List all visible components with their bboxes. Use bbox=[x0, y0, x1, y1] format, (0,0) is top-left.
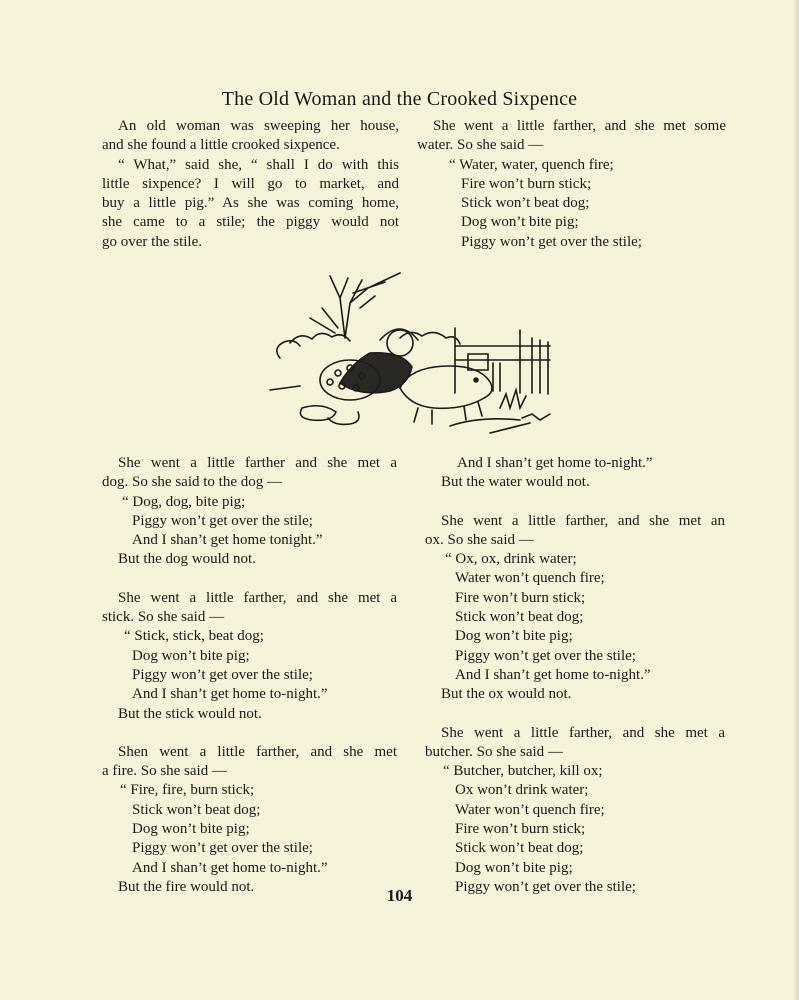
page-number: 104 bbox=[386, 886, 413, 905]
verse-line: Piggy won’t get over the stile; bbox=[461, 233, 642, 250]
verse-line: Dog won’t bite pig; bbox=[132, 647, 250, 664]
verse-line: Piggy won’t get over the stile; bbox=[455, 878, 636, 895]
bottom-left-column bbox=[102, 454, 397, 897]
text-line: But the ox would not. bbox=[441, 686, 572, 703]
verse-line: Dog won’t bite pig; bbox=[455, 628, 573, 645]
verse-line: Dog won’t bite pig; bbox=[461, 214, 579, 231]
verse-line: Piggy won’t get over the stile; bbox=[455, 647, 636, 664]
verse-line: Stick won’t beat dog; bbox=[455, 840, 584, 857]
text-line: She went a little farther, and she met some bbox=[433, 118, 726, 134]
verse-line: Piggy won’t get over the stile; bbox=[132, 840, 313, 857]
verse-line: “ Butcher, butcher, kill ox; bbox=[443, 763, 603, 780]
text-line: she came to a stile; the piggy would not bbox=[102, 214, 399, 231]
text-line: stick. So she said — bbox=[102, 609, 225, 626]
verse-line: Stick won’t beat dog; bbox=[132, 801, 261, 818]
verse-line: Fire won’t burn stick; bbox=[455, 589, 586, 606]
verse-line: “ Fire, fire, burn stick; bbox=[120, 782, 255, 799]
verse-line: And I shan’t get home to-night.” bbox=[132, 859, 328, 876]
text-line: “ What,” said she, “ shall I do with this bbox=[118, 156, 399, 173]
verse-line: Dog won’t bite pig; bbox=[132, 821, 250, 838]
text-line: She went a little farther, and she met an bbox=[441, 512, 725, 529]
text-line: She went a little farther, and she met a bbox=[118, 589, 397, 606]
top-left-column bbox=[102, 117, 399, 252]
text-line: Shen went a little farther, and she met bbox=[118, 743, 397, 760]
text-line: But the stick would not. bbox=[118, 705, 262, 722]
verse-line: Stick won’t beat dog; bbox=[455, 609, 584, 626]
verse-line: Water won’t quench fire; bbox=[455, 570, 605, 587]
text-line: ox. So she said — bbox=[425, 531, 534, 548]
verse-line: “ Stick, stick, beat dog; bbox=[124, 628, 264, 645]
verse-line: Piggy won’t get over the stile; bbox=[132, 666, 313, 683]
bottom-right-column bbox=[425, 454, 725, 897]
page-edge-shadow bbox=[793, 0, 799, 1000]
top-right-column bbox=[417, 117, 726, 252]
verse-line: And I shan’t get home tonight.” bbox=[132, 532, 323, 549]
text-line: But the water would not. bbox=[441, 474, 590, 491]
verse-line: “ Ox, ox, drink water; bbox=[445, 551, 577, 568]
text-line: and she found a little crooked sixpence. bbox=[102, 137, 340, 154]
text-line: But the dog would not. bbox=[118, 551, 256, 568]
verse-line: And I shan’t get home to-night.” bbox=[132, 686, 328, 703]
text-line: She went a little farther and she met a bbox=[118, 455, 397, 471]
verse-line: Stick won’t beat dog; bbox=[461, 195, 590, 212]
verse-line: Dog won’t bite pig; bbox=[455, 859, 573, 876]
verse-line: “ Water, water, quench fire; bbox=[449, 156, 614, 173]
text-line: She went a little farther, and she met a bbox=[441, 724, 725, 741]
text-line: water. So she said — bbox=[417, 137, 544, 154]
text-line: butcher. So she said — bbox=[425, 743, 563, 760]
verse-line: Fire won’t burn stick; bbox=[461, 175, 592, 192]
text-line: An old woman was sweeping her house, bbox=[118, 118, 399, 134]
page-title: The Old Woman and the Crooked Sixpence bbox=[221, 88, 578, 110]
verse-line: Piggy won’t get over the stile; bbox=[132, 512, 313, 529]
text-line: buy a little pig.” As she was coming home, bbox=[102, 195, 399, 212]
verse-line: Water won’t quench fire; bbox=[455, 801, 605, 818]
verse-line: And I shan’t get home to-night.” bbox=[455, 666, 651, 683]
text-line: a fire. So she said — bbox=[102, 763, 227, 780]
verse-line: Fire won’t burn stick; bbox=[455, 821, 586, 838]
text-line: dog. So she said to the dog — bbox=[102, 474, 282, 491]
text-line: go over the stile. bbox=[102, 233, 202, 250]
text-line: little sixpence? I will go to market, and bbox=[102, 175, 399, 192]
old-woman-pig-stile-illustration bbox=[250, 268, 580, 440]
verse-line: “ Dog, dog, bite pig; bbox=[122, 493, 246, 510]
verse-line: Ox won’t drink water; bbox=[455, 782, 589, 799]
text-line: But the fire would not. bbox=[118, 878, 255, 895]
verse-line: And I shan’t get home to-night.” bbox=[457, 455, 653, 471]
